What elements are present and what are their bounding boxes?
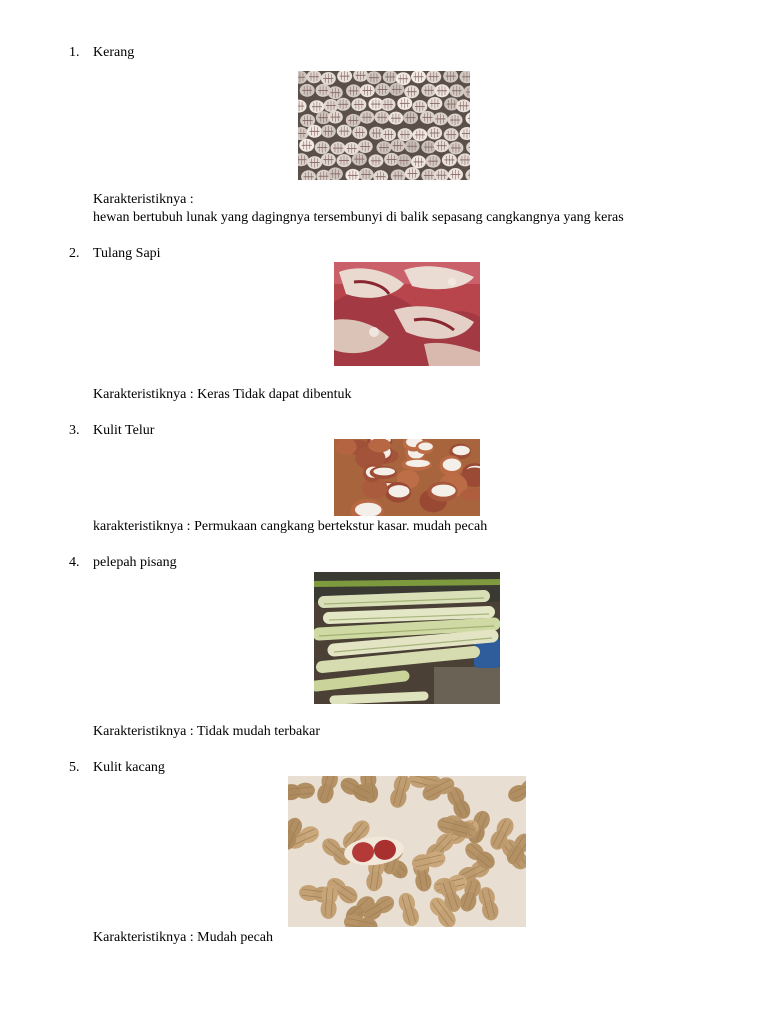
- item-3-number: 3.: [69, 423, 80, 438]
- item-3-characteristic: karakteristiknya : Permukaan cangkang bertekstur kasar. mudah pecah: [93, 519, 488, 534]
- item-1-characteristic-text: hewan bertubuh lunak yang dagingnya tersembunyi di balik sepasang cangkangnya yang keras: [93, 210, 624, 225]
- item-3-photo-eggshells: [334, 439, 480, 516]
- item-2-title: Tulang Sapi: [93, 246, 161, 261]
- item-4-number: 4.: [69, 555, 80, 570]
- item-3-title: Kulit Telur: [93, 423, 155, 438]
- item-2-photo-beef-bones: [334, 262, 480, 366]
- item-2-characteristic: Karakteristiknya : Keras Tidak dapat dibentuk: [93, 387, 352, 402]
- item-4-characteristic: Karakteristiknya : Tidak mudah terbakar: [93, 724, 321, 739]
- item-2-number: 2.: [69, 246, 80, 261]
- item-1-number: 1.: [69, 45, 80, 60]
- item-1-title: Kerang: [93, 45, 135, 60]
- item-5-photo-peanut-shells: [288, 776, 526, 927]
- item-1-photo-cockle-shells: [298, 71, 470, 180]
- item-5-title: Kulit kacang: [93, 760, 165, 775]
- item-1-characteristic-label: Karakteristiknya :: [93, 192, 194, 207]
- item-4-title: pelepah pisang: [93, 555, 177, 570]
- item-5-number: 5.: [69, 760, 80, 775]
- item-5-characteristic: Karakteristiknya : Mudah pecah: [93, 930, 273, 945]
- item-4-photo-banana-stalks: [314, 572, 500, 704]
